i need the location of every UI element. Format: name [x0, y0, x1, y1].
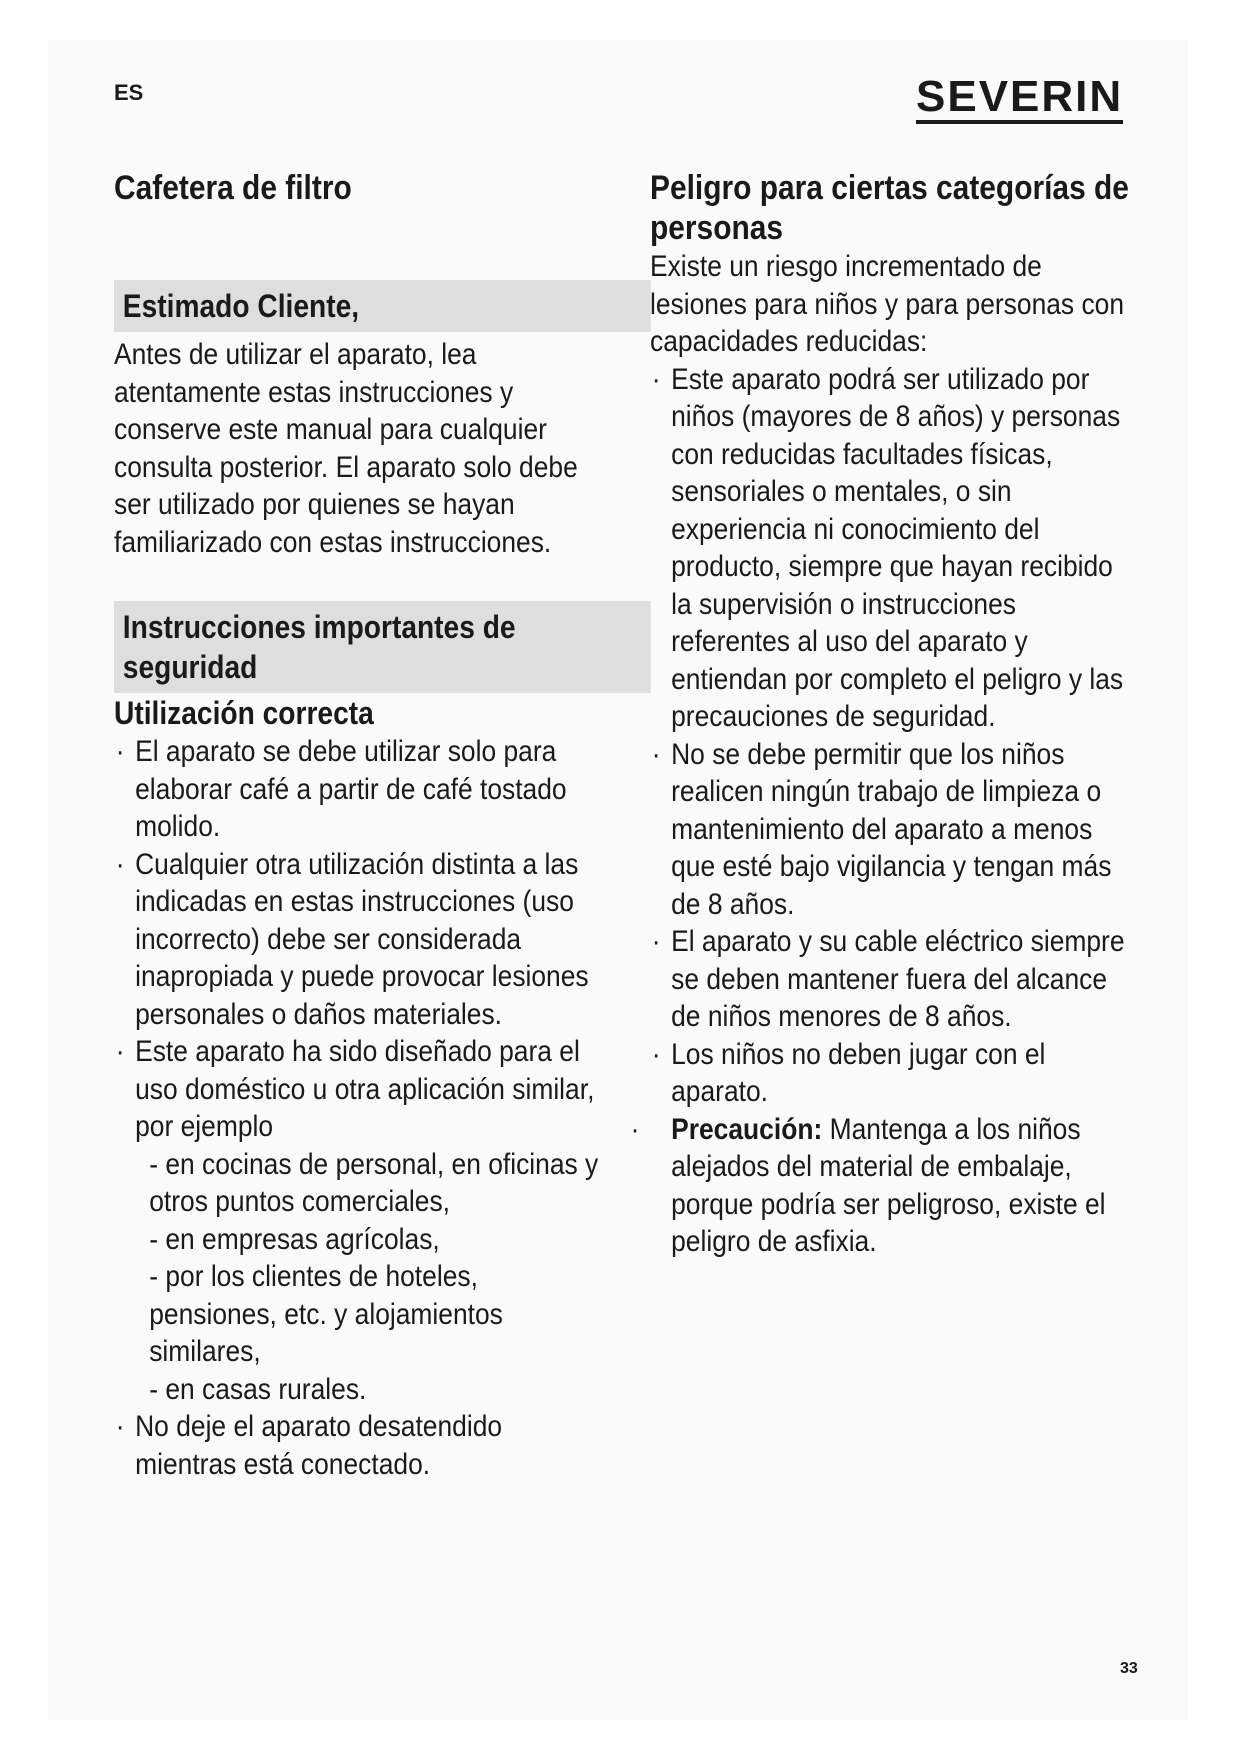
safety-heading: Instrucciones importantes de seguridad [114, 601, 651, 693]
usage-list [114, 733, 607, 1483]
page-number: 33 [1120, 1660, 1138, 1677]
bullet-icon: · [651, 362, 661, 396]
caution-item [630, 1111, 1130, 1261]
document-title: Cafetera de filtro [114, 169, 352, 207]
intro-text: Antes de utilizar el aparato, lea atentamente estas instrucciones y conserve este manual para cualquier consulta posterior. El aparato solo debe ser utilizado por quienes se hayan familiarizado con estas instrucciones. [114, 338, 578, 559]
bullet-icon: · [115, 1035, 125, 1068]
bullet-icon: · [115, 847, 125, 881]
bullet-icon: · [651, 925, 661, 958]
brand-logo: SEVERIN [916, 74, 1123, 124]
danger-intro: Existe un riesgo incrementado de lesiones para niños y para personas con capacidades reducidas: [650, 250, 1125, 358]
sub-list-item: - en casas rurales. [149, 1372, 367, 1406]
intro-heading: Estimado Cliente, [114, 280, 651, 332]
caution-text: Mantenga a los niños alejados del material de embalaje, porque podría ser peligroso, existe el peligro de asfixia. [671, 1112, 1106, 1258]
bullet-icon: · [651, 1037, 661, 1071]
bullet-icon: · [630, 1112, 640, 1146]
danger-list [630, 361, 1130, 1261]
list-item: · Este aparato podrá ser utilizado por niños (mayores de 8 años) y personas con reducidas facultades físicas, sensoriales o mentales, o sin experiencia ni conocimiento del producto, siempre que hayan recibido la supervisión o instrucciones referentes al uso del aparato y entiendan por completo el peligro y las precauciones de seguridad. [651, 362, 1124, 733]
list-item: · Este aparato ha sido diseñado para el uso doméstico u otra aplicación similar, por ejemplo [115, 1035, 595, 1143]
left-column [114, 168, 607, 1483]
bullet-icon: · [115, 1410, 125, 1443]
list-item: · Cualquier otra utilización distinta a las indicadas en estas instrucciones (uso incorrecto) debe ser considerada inapropiada y puede provocar lesiones personales o daños materiales. [115, 847, 589, 1031]
bullet-icon: · [651, 737, 661, 771]
caution-label: Precaución: [671, 1112, 823, 1146]
danger-heading: Peligro para ciertas categorías de personas [650, 169, 1129, 247]
list-item: · No deje el aparato desatendido mientras está conectado. [115, 1410, 503, 1481]
language-code: ES [114, 80, 144, 105]
list-item: · El aparato se debe utilizar solo para elaborar café a partir de café tostado molido. [115, 735, 567, 843]
list-item: · No se debe permitir que los niños realicen ningún trabajo de limpieza o mantenimiento del aparato a menos que esté bajo vigilancia y tengan más de 8 años. [651, 737, 1112, 921]
list-item: · El aparato y su cable eléctrico siempre se deben mantener fuera del alcance de niños menores de 8 años. [651, 925, 1125, 1033]
sub-list-item: - en empresas agrícolas, [149, 1222, 440, 1256]
list-item: · Los niños no deben jugar con el aparato. [651, 1037, 1046, 1108]
right-column [630, 168, 1130, 1261]
usage-heading: Utilización correcta [114, 695, 374, 731]
bullet-icon: · [115, 735, 125, 768]
sub-list-item: - en cocinas de personal, en oficinas y otros puntos comerciales, [149, 1147, 599, 1218]
sub-list-item: - por los clientes de hoteles, pensiones, etc. y alojamientos similares, [149, 1260, 503, 1368]
